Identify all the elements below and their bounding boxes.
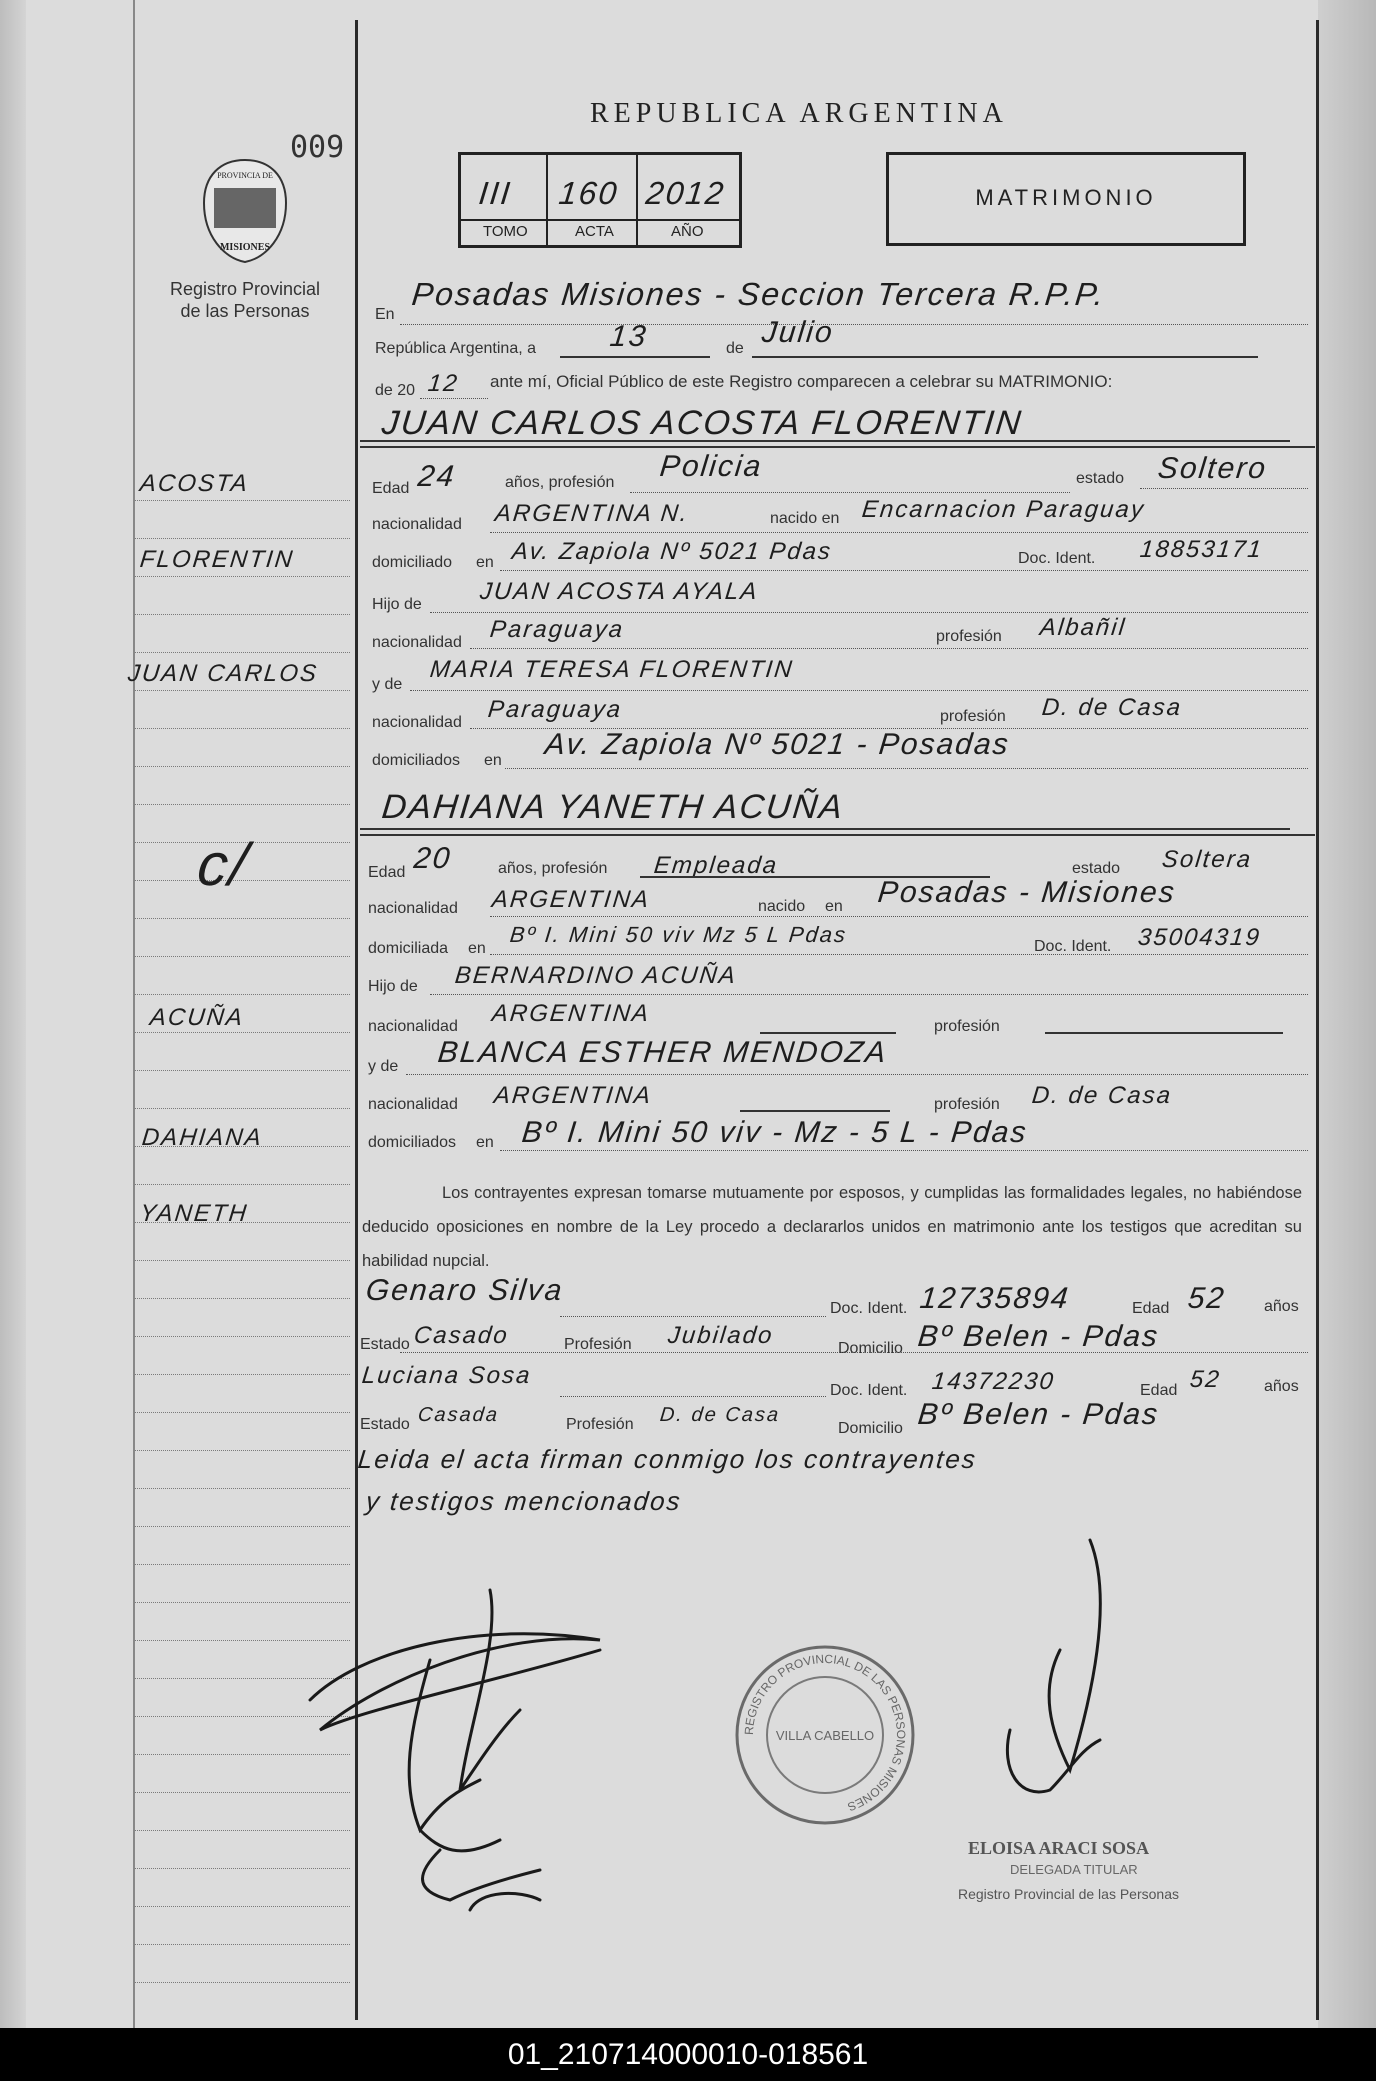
- margin-ruled-line: [135, 1488, 350, 1489]
- margin-ruled-line: [135, 766, 350, 767]
- margin-ruled-line: [135, 1412, 350, 1413]
- groom-mother: MARIA TERESA FLORENTIN: [428, 656, 796, 683]
- seal-ring-text: REGISTRO PROVINCIAL DE LAS PERSONAS MISIONES: [741, 1651, 909, 1815]
- margin-ruled-line: [135, 500, 350, 501]
- witness1-age: 52: [1186, 1282, 1228, 1315]
- margin-note-yaneth: YANETH: [138, 1200, 250, 1227]
- bride-yde-label: y de: [368, 1058, 399, 1075]
- margin-note-acosta: ACOSTA: [138, 470, 251, 497]
- witness1-doc: 12735894: [918, 1282, 1072, 1315]
- witness1-name: Genaro Silva: [364, 1274, 566, 1307]
- witness1-prof-label: Profesión: [564, 1336, 632, 1353]
- margin-ruled-line: [135, 1450, 350, 1451]
- groom-parents-address: Av. Zapiola Nº 5021 - Posadas: [543, 728, 1012, 761]
- bride-estado-label: estado: [1072, 860, 1121, 877]
- witness2-estado-label: Estado: [360, 1416, 410, 1433]
- republica-label: República Argentina, a: [375, 340, 536, 357]
- witness2-address: Bº Belen - Pdas: [916, 1398, 1161, 1431]
- witness2-doc: 14372230: [930, 1368, 1057, 1395]
- bride-born-label: nacido: [758, 898, 806, 915]
- groom-born-label: nacido en: [770, 510, 840, 527]
- logo-text-bottom: MISIONES: [219, 242, 271, 253]
- margin-ruled-line: [135, 538, 350, 539]
- witness2-prof-label: Profesión: [566, 1416, 634, 1433]
- margin-ruled-line: [135, 1526, 350, 1527]
- registry-name: Registro Provincial de las Personas: [169, 279, 321, 321]
- bride-mother-nationality: ARGENTINA: [492, 1082, 654, 1109]
- bride-estado: Soltera: [1160, 846, 1254, 873]
- margin-ruled-line: [135, 576, 350, 577]
- witness1-doc-label: Doc. Ident.: [830, 1300, 908, 1317]
- year-suffix: 12: [426, 370, 461, 397]
- witness1-anos-label: años: [1264, 1298, 1299, 1315]
- groom-father-nationality: Paraguaya: [488, 616, 626, 643]
- groom-birthplace: Encarnacion Paraguay: [860, 496, 1147, 523]
- groom-estado-label: estado: [1076, 470, 1125, 487]
- groom-doc-label: Doc. Ident.: [1018, 550, 1096, 567]
- tomo-acta-ano-box: [458, 152, 742, 248]
- witness1-profession: Jubilado: [666, 1322, 775, 1349]
- intro-month: Julio: [760, 316, 836, 349]
- margin-ruled-line: [135, 652, 350, 653]
- bride-age: 20: [412, 842, 454, 875]
- groom-domiciliados-label: domiciliados: [372, 752, 461, 769]
- margin-ruled-line: [135, 1070, 350, 1071]
- tomo-value: III: [477, 175, 514, 211]
- bride-doc-label: Doc. Ident.: [1034, 938, 1112, 955]
- scan-footer-id: 01_210714000010-018561: [0, 2028, 1376, 2081]
- groom-doc: 18853171: [1138, 536, 1265, 563]
- act-type: MATRIMONIO: [975, 185, 1157, 210]
- officer-name: ELOISA ARACI SOSA: [968, 1838, 1150, 1858]
- margin-note-florentin: FLORENTIN: [138, 546, 296, 573]
- ano-label: AÑO: [671, 223, 704, 240]
- bride-mother: BLANCA ESTHER MENDOZA: [436, 1036, 890, 1069]
- groom-father-nat-label: nacionalidad: [372, 634, 462, 651]
- bride-domiciliados-label: domiciliados: [368, 1134, 457, 1151]
- groom-age-suffix: años, profesión: [505, 474, 615, 491]
- de-label: de: [726, 340, 744, 357]
- witness1-estado: Casado: [412, 1322, 511, 1349]
- groom-mother-nat-label: nacionalidad: [372, 714, 462, 731]
- bride-full-name: DAHIANA YANETH ACUÑA: [380, 788, 847, 826]
- witness2-profession: D. de Casa: [658, 1404, 782, 1426]
- groom-father-profession: Albañil: [1038, 614, 1128, 641]
- groom-age: 24: [416, 460, 458, 493]
- signature-contrayentes: [300, 1530, 630, 1930]
- page-edge-right: [1318, 0, 1376, 2028]
- bride-father: BERNARDINO ACUÑA: [453, 962, 739, 989]
- groom-father: JUAN ACOSTA AYALA: [478, 578, 760, 605]
- province-crest-logo: [200, 158, 290, 264]
- officer-text: ante mí, Oficial Público de este Registro comparecen a celebrar su MATRIMONIO:: [490, 372, 1113, 391]
- bride-age-label: Edad: [368, 864, 406, 881]
- groom-domicile-label: domiciliado: [372, 554, 453, 571]
- ano-value: 2012: [644, 175, 728, 211]
- bride-father-nationality: ARGENTINA: [490, 1000, 652, 1027]
- declaration-text: Los contrayentes expresan tomarse mutuamente por esposos, y cumplidas las formalidades legales, no habiéndose deducido oposiciones en nombre de la Ley procedo a declararlos unidos en matrimonio ante los testigos que acreditan su habilidad nupcial.: [362, 1184, 1302, 1270]
- witness1-address: Bº Belen - Pdas: [916, 1320, 1161, 1353]
- bride-mother-profession: D. de Casa: [1030, 1082, 1174, 1109]
- margin-note-con: c/: [194, 831, 253, 898]
- witness1-domicile-label: Domicilio: [838, 1340, 903, 1357]
- en-label: En: [375, 306, 395, 323]
- registry-seal: [730, 1640, 920, 1830]
- closing-line-1: Leida el acta firman conmigo los contrayentes: [356, 1444, 979, 1474]
- officer-registry: Registro Provincial de las Personas: [958, 1886, 1179, 1902]
- groom-domiciliados-en: en: [484, 752, 502, 769]
- margin-ruled-line: [135, 728, 350, 729]
- margin-ruled-line: [135, 1982, 350, 1983]
- margin-note-juan-carlos: JUAN CARLOS: [126, 660, 320, 687]
- witness1-age-label: Edad: [1132, 1300, 1170, 1317]
- margin-ruled-line: [135, 1944, 350, 1945]
- bride-address: Bº I. Mini 50 viv Mz 5 L Pdas: [508, 922, 849, 947]
- bride-nationality-label: nacionalidad: [368, 900, 458, 917]
- groom-mother-nationality: Paraguaya: [486, 696, 624, 723]
- witness2-estado: Casada: [416, 1404, 501, 1426]
- main-right-rule: [1316, 20, 1319, 2020]
- bride-nationality: ARGENTINA: [490, 886, 652, 913]
- logo-text-top: PROVINCIA DE: [217, 171, 273, 180]
- signature-officer: [990, 1530, 1130, 1830]
- groom-address: Av. Zapiola Nº 5021 Pdas: [510, 538, 834, 565]
- groom-hijo-label: Hijo de: [372, 596, 422, 613]
- groom-father-prof-label: profesión: [936, 628, 1002, 645]
- seal-center-text: VILLA CABELLO: [775, 1728, 875, 1743]
- bride-mother-nat-label: nacionalidad: [368, 1096, 458, 1113]
- margin-ruled-line: [135, 1032, 350, 1033]
- margin-ruled-line: [135, 956, 350, 957]
- bride-doc: 35004319: [1136, 924, 1263, 951]
- margin-ruled-line: [135, 1374, 350, 1375]
- margin-ruled-line: [135, 1336, 350, 1337]
- groom-nationality: ARGENTINA N.: [493, 500, 691, 527]
- bride-domiciliados-en: en: [476, 1134, 494, 1151]
- officer-title: DELEGADA TITULAR: [1010, 1862, 1138, 1877]
- groom-en-label: en: [476, 554, 494, 571]
- bride-age-suffix: años, profesión: [498, 860, 608, 877]
- bride-born-en: en: [825, 898, 843, 915]
- year-prefix: de 20: [375, 382, 416, 399]
- bride-father-prof-label: profesión: [934, 1018, 1000, 1035]
- witness2-doc-label: Doc. Ident.: [830, 1382, 908, 1399]
- margin-ruled-line: [135, 804, 350, 805]
- acta-label: ACTA: [575, 223, 614, 240]
- margin-ruled-line: [135, 1298, 350, 1299]
- page-edge-left: [0, 0, 26, 2028]
- witness2-anos-label: años: [1264, 1378, 1299, 1395]
- witness2-name: Luciana Sosa: [360, 1362, 533, 1389]
- location-text: Posadas Misiones - Seccion Tercera R.P.P.: [410, 276, 1108, 312]
- bride-birthplace: Posadas - Misiones: [876, 876, 1178, 909]
- document-number: 009: [290, 130, 345, 165]
- margin-ruled-line: [135, 690, 350, 691]
- margin-note-acuna: ACUÑA: [148, 1004, 246, 1031]
- bride-father-nat-label: nacionalidad: [368, 1018, 458, 1035]
- groom-estado: Soltero: [1156, 452, 1269, 485]
- bride-mother-prof-label: profesión: [934, 1096, 1000, 1113]
- groom-mother-prof-label: profesión: [940, 708, 1006, 725]
- bride-parents-address: Bº I. Mini 50 viv - Mz - 5 L - Pdas: [520, 1116, 1030, 1149]
- intro-day: 13: [608, 320, 650, 353]
- margin-ruled-line: [135, 1108, 350, 1109]
- country-title: REPUBLICA ARGENTINA: [590, 98, 1008, 129]
- tomo-label: TOMO: [483, 223, 528, 240]
- witness2-age: 52: [1188, 1366, 1223, 1393]
- margin-ruled-line: [135, 1260, 350, 1261]
- margin-ruled-line: [135, 614, 350, 615]
- bride-profession: Empleada: [652, 852, 780, 879]
- bride-domicile-label: domiciliada: [368, 940, 449, 957]
- groom-nationality-label: nacionalidad: [372, 516, 462, 533]
- groom-age-label: Edad: [372, 480, 410, 497]
- acta-value: 160: [557, 175, 621, 211]
- margin-note-dahiana: DAHIANA: [140, 1124, 265, 1151]
- margin-ruled-line: [135, 994, 350, 995]
- groom-profession: Policia: [658, 450, 765, 483]
- margin-vertical-rule: [133, 0, 135, 2028]
- margin-ruled-line: [135, 1184, 350, 1185]
- closing-line-2: y testigos mencionados: [364, 1486, 684, 1516]
- bride-domicile-en: en: [468, 940, 486, 957]
- witness1-estado-label: Estado: [360, 1336, 410, 1353]
- groom-full-name: JUAN CARLOS ACOSTA FLORENTIN: [380, 404, 1025, 442]
- act-type-box: [886, 152, 1246, 246]
- margin-ruled-line: [135, 918, 350, 919]
- groom-yde-label: y de: [372, 676, 403, 693]
- groom-mother-profession: D. de Casa: [1040, 694, 1184, 721]
- witness2-age-label: Edad: [1140, 1382, 1178, 1399]
- bride-hijo-label: Hijo de: [368, 978, 418, 995]
- witness2-domicile-label: Domicilio: [838, 1420, 903, 1437]
